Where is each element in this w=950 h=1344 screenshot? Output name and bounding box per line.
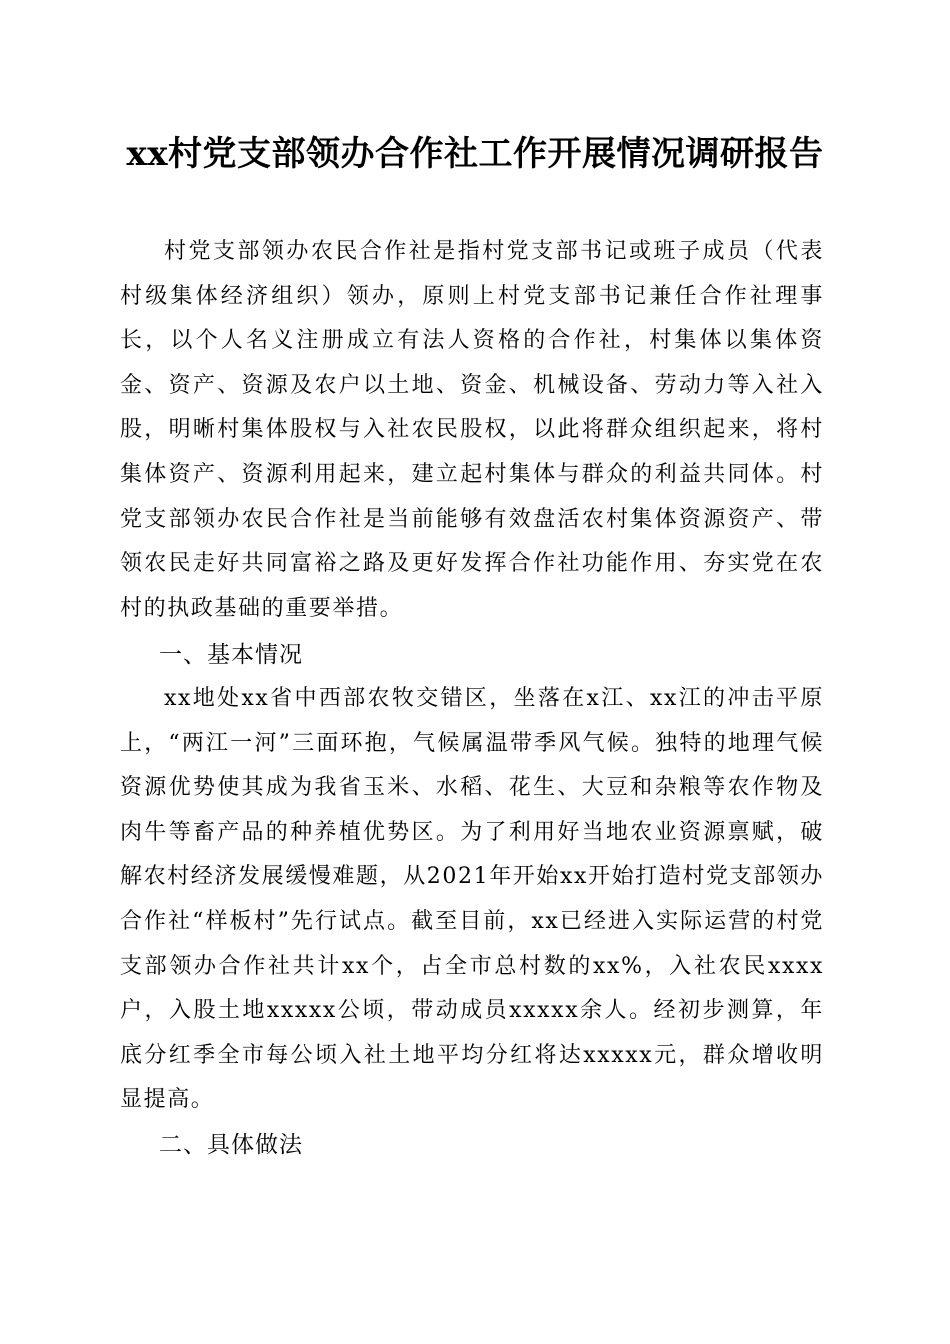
document-title: xx村党支部领办合作社工作开展情况调研报告: [126, 134, 824, 174]
intro-paragraph: 村党支部领办农民合作社是指村党支部书记或班子成员（代表村级集体经济组织）领办，原则上村党支部书记兼任合作社理事长，以个人名义注册成立有法人资格的合作社，村集体以集体资金、资产、资源及农户以土地、资金、机械设备、劳动力等入社入股，明晰村集体股权与入社农民股权，以此将群众组织起来，将村集体资产、资源利用起来，建立起村集体与群众的利益共同体。村党支部领办农民合作社是当前能够有效盘活农村集体资源资产、带领农民走好共同富裕之路及更好发挥合作社功能作用、夯实党在农村的执政基础的重要举措。: [120, 239, 824, 621]
section-heading-basic-situation: 一、基本情况: [159, 642, 303, 668]
section-heading-specific-practices: 二、具体做法: [159, 1132, 303, 1158]
basic-situation-paragraph: xx地处xx省中西部农牧交错区，坐落在x江、xx江的冲击平原上，“两江一河”三面环抱，气候属温带季风气候。独特的地理气候资源优势使其成为我省玉米、水稻、花生、大豆和杂粮等农作物及肉牛等畜产品的种养植优势区。为了利用好当地农业资源禀赋，破解农村经济发展缓慢难题，从2021年开始xx开始打造村党支部领办合作社“样板村”先行试点。截至目前，xx已经进入实际运营的村党支部领办合作社共计xx个，占全市总村数的xx%，入社农民xxxx户，入股土地xxxxx公顷，带动成员xxxxx余人。经初步测算，年底分红季全市每公顷入社土地平均分红将达xxxxx元，群众增收明显提高。: [120, 686, 825, 1113]
